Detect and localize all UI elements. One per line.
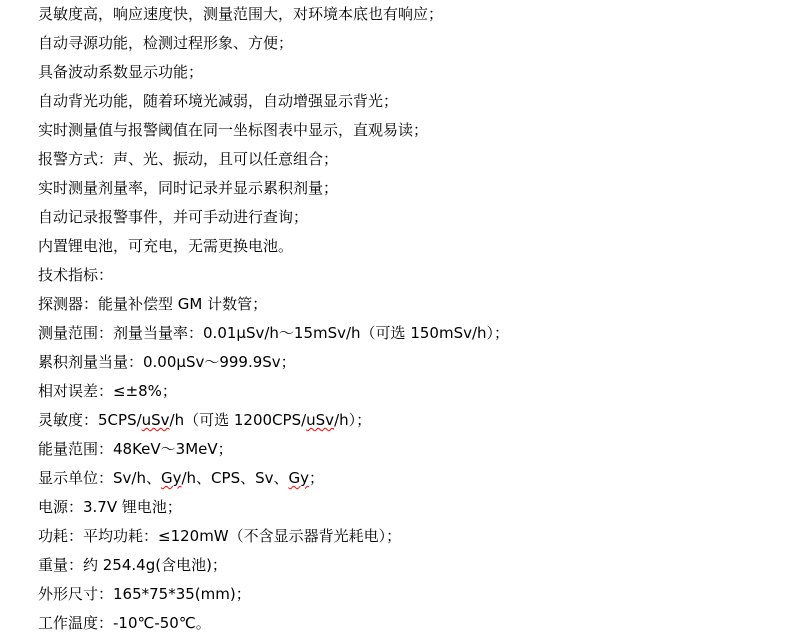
feature-alarm-mode: 报警方式：声、光、振动，且可以任意组合； — [38, 150, 339, 168]
feature-dose-rate: 实时测量剂量率，同时记录并显示累积剂量； — [38, 179, 339, 197]
spelling-flag-usv-2: uSv — [306, 411, 335, 429]
feature-alarm-log: 自动记录报警事件，并可手动进行查询； — [38, 208, 309, 226]
feature-fluctuation: 具备波动系数显示功能； — [38, 63, 204, 81]
feature-sensitivity: 灵敏度高，响应速度快，测量范围大，对环境本底也有响应； — [38, 5, 444, 23]
spec-cumulative: 累积剂量当量：0.00μSv～999.9Sv； — [38, 353, 296, 371]
feature-battery: 内置锂电池，可充电，无需更换电池。 — [38, 237, 294, 255]
feature-chart-display: 实时测量值与报警阈值在同一坐标图表中显示，直观易读； — [38, 121, 429, 139]
feature-auto-source: 自动寻源功能，检测过程形象、方便； — [38, 34, 294, 52]
spec-units-prefix: 显示单位：Sv/h、 — [38, 469, 161, 487]
specs-heading: 技术指标： — [38, 266, 114, 284]
spelling-flag-gy-2: Gy — [288, 469, 309, 487]
spec-units — [38, 464, 778, 493]
spec-sensitivity-mid: /h（可选 1200CPS/ — [169, 411, 307, 429]
spec-weight: 重量：约 254.4g(含电池)； — [38, 556, 227, 574]
spec-sensitivity-prefix: 灵敏度：5CPS/ — [38, 411, 142, 429]
spec-power: 电源：3.7V 锂电池； — [38, 498, 182, 516]
spelling-flag-usv-1: uSv — [141, 411, 170, 429]
spec-temperature: 工作温度：-10℃-50℃。 — [38, 614, 211, 632]
spec-detector: 探测器：能量补偿型 GM 计数管； — [38, 295, 268, 313]
feature-backlight: 自动背光功能，随着环境光减弱，自动增强显示背光； — [38, 92, 399, 110]
spec-error: 相对误差：≤±8%； — [38, 382, 177, 400]
spec-consumption: 功耗：平均功耗：≤120mW（不含显示器背光耗电）； — [38, 527, 402, 545]
spec-energy: 能量范围：48KeV～3MeV； — [38, 440, 233, 458]
spec-units-suffix: ； — [309, 469, 325, 487]
document-body — [38, 0, 778, 638]
spec-units-mid: /h、CPS、Sv、 — [181, 469, 289, 487]
spec-range: 测量范围：剂量当量率：0.01μSv/h～15mSv/h（可选 150mSv/h）； — [38, 324, 510, 342]
spelling-flag-gy-1: Gy — [160, 469, 182, 487]
spec-sensitivity-suffix: /h）； — [334, 411, 372, 429]
spec-sensitivity — [38, 406, 778, 435]
spec-size: 外形尺寸：165*75*35(mm)； — [38, 585, 251, 603]
